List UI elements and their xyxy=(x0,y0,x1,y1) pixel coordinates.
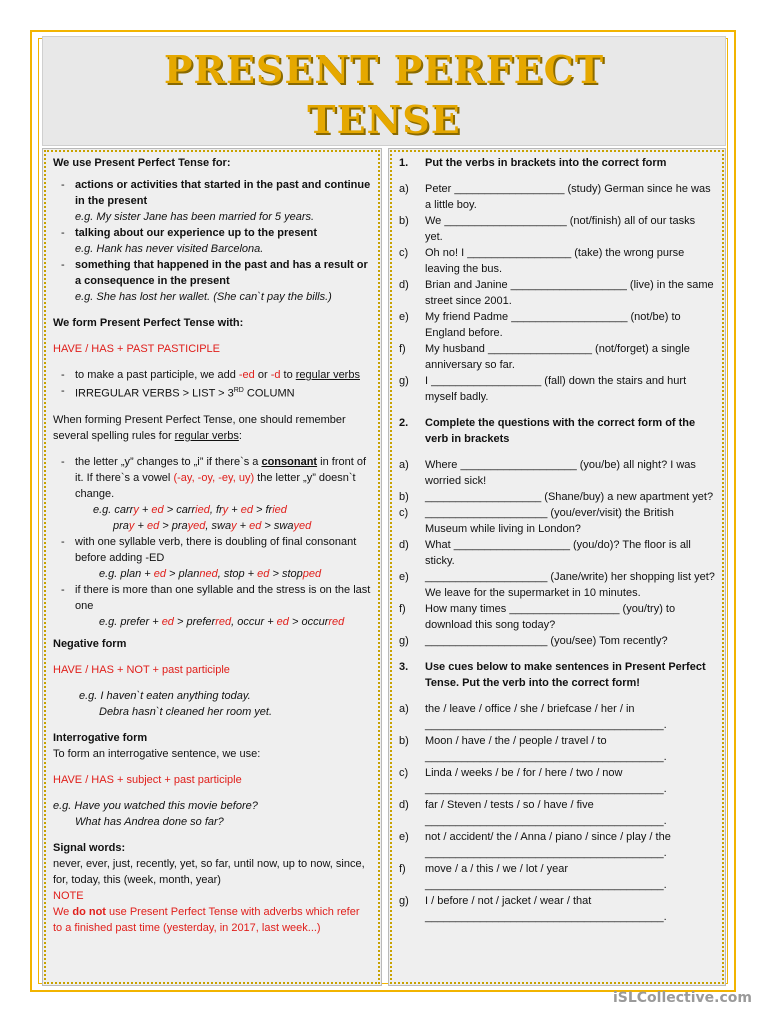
task-title: Put the verbs in brackets into the correct form xyxy=(425,157,667,169)
interrogative-example: What has Andrea done so far? xyxy=(75,815,224,828)
ex-red: ied xyxy=(195,503,210,516)
item-text xyxy=(425,861,715,893)
ex-red: y xyxy=(133,503,139,516)
item-text xyxy=(425,277,715,309)
item-prompt: Where ___________________ (you/be) all night? I was worried sick! xyxy=(425,459,696,487)
exercise-item xyxy=(399,797,715,829)
item-label: f) xyxy=(399,603,406,615)
answer-blank[interactable]: _______________________________________. xyxy=(425,783,667,795)
item-text xyxy=(425,633,715,649)
ex-part: e.g. plan + xyxy=(99,567,154,580)
ex-part: + xyxy=(228,503,241,516)
exercise-item xyxy=(399,861,715,893)
ex-part: + xyxy=(134,519,147,532)
item-text xyxy=(425,537,715,569)
rule-text: the letter „y” doesn`t change. xyxy=(75,471,356,500)
exercise-item xyxy=(399,505,715,537)
item-prompt: Brian and Janine ___________________ (live) in the same street since 2001. xyxy=(425,279,714,307)
item-prompt: What ___________________ (you/do)? The floor is all sticky. xyxy=(425,539,691,567)
exercise-item xyxy=(399,537,715,569)
item-label: a) xyxy=(399,459,409,471)
use-item-example: e.g. She has lost her wallet. (She can`t pay the bills.) xyxy=(75,291,332,303)
exercise-item xyxy=(399,213,715,245)
colon: : xyxy=(238,429,242,442)
ex-part: , fr xyxy=(209,503,223,516)
ex-part: , swa xyxy=(205,519,232,532)
rule-example xyxy=(53,566,371,582)
superscript: RD xyxy=(233,387,244,394)
task-3-items xyxy=(399,701,715,925)
item-text xyxy=(425,505,715,537)
item-prompt: Linda / weeks / be / for / here / two / now xyxy=(425,767,623,779)
item-text xyxy=(425,489,715,505)
item-label: b) xyxy=(399,215,409,227)
use-item-text: talking about our experience up to the present xyxy=(75,227,318,239)
ex-part: e.g. carr xyxy=(93,503,134,516)
title-line-1: PRESENT PERFECT xyxy=(163,47,605,92)
item-label: d) xyxy=(399,279,409,291)
task-number: 2. xyxy=(399,417,409,429)
spelling-rule xyxy=(61,454,371,502)
ex-part: + xyxy=(138,503,152,516)
form-item-text: COLUMN xyxy=(243,387,295,400)
spelling-rules xyxy=(53,454,371,502)
ex-part: > occur xyxy=(288,615,329,628)
spelling-rule: - with one syllable verb, there is doubling of final consonant before adding -ED xyxy=(61,534,371,566)
form-item-text: to make a past participle, we add xyxy=(75,369,239,381)
ex-part: > prefer xyxy=(173,615,216,628)
spelling-rules xyxy=(53,534,371,566)
form-formula: HAVE / HAS + PAST PASTICIPLE xyxy=(53,343,220,355)
exercise-item xyxy=(399,341,715,373)
spelling-rules xyxy=(53,582,371,614)
spelling-rule: - if there is more than one syllable and the stress is on the last one xyxy=(61,582,371,614)
ex-red: ed xyxy=(161,615,174,628)
ex-red: ed xyxy=(146,519,160,532)
ex-red: ed xyxy=(240,503,253,516)
form-item xyxy=(61,383,371,402)
item-text xyxy=(425,797,715,829)
ex-red: ed xyxy=(151,503,164,516)
task-title: Use cues below to make sentences in Present Perfect Tense. Put the verb into the correct form! xyxy=(425,661,706,689)
item-text xyxy=(425,601,715,633)
ex-part: , stop + xyxy=(217,567,258,580)
task-2-items xyxy=(399,457,715,649)
ex-red: y xyxy=(231,519,237,532)
item-prompt: Oh no! I _________________ (take) the wrong purse leaving the bus. xyxy=(425,247,685,275)
note-part: We xyxy=(53,905,73,918)
item-prompt: the / leave / office / she / briefcase / her / in xyxy=(425,703,635,715)
negative-example: Debra hasn`t cleaned her room yet. xyxy=(99,705,273,718)
ex-part: > swa xyxy=(261,519,294,532)
item-prompt: I / before / not / jacket / wear / that xyxy=(425,895,592,907)
exercise-item xyxy=(399,569,715,601)
ex-red: ed xyxy=(249,519,262,532)
item-prompt: Moon / have / the / people / travel / to xyxy=(425,735,607,747)
ex-red: y xyxy=(128,519,135,532)
item-prompt: My friend Padme ___________________ (not/be) to England before. xyxy=(425,311,681,339)
exercise-item xyxy=(399,373,715,405)
item-label: f) xyxy=(399,343,406,355)
item-label: c) xyxy=(399,247,409,259)
exercise-item xyxy=(399,277,715,309)
signal-words: never, ever, just, recently, yet, so far, until now, up to now, since, for, today, this (week, month, year) xyxy=(53,857,365,886)
item-label: a) xyxy=(399,703,409,715)
interrogative-formula: HAVE / HAS + subject + past participle xyxy=(53,773,242,786)
task-1-items xyxy=(399,181,715,405)
note-emphasis: do not xyxy=(72,905,106,918)
suffix-d: -d xyxy=(270,369,281,381)
regular-verbs-text: regular verbs xyxy=(174,429,239,442)
note-part: use Present Perfect Tense with adverbs which refer to a finished past time (yesterday, in 2017, last week...) xyxy=(53,905,360,934)
regular-verbs-text: regular verbs xyxy=(295,369,360,381)
use-item xyxy=(61,225,371,257)
ex-part: > plan xyxy=(166,567,200,580)
exercise-item xyxy=(399,457,715,489)
ex-red: y xyxy=(222,503,229,516)
item-prompt: not / accident/ the / Anna / piano / since / play / the xyxy=(425,831,671,843)
item-text xyxy=(425,893,715,925)
task-number: 3. xyxy=(399,661,409,673)
ex-red: ed xyxy=(257,567,270,580)
item-prompt: My husband _________________ (not/forget) a single anniversary so far. xyxy=(425,343,690,371)
item-label: g) xyxy=(399,635,409,647)
item-text xyxy=(425,733,715,765)
ex-part: > pra xyxy=(159,519,188,532)
interrogative-intro: To form an interrogative sentence, we use: xyxy=(53,747,261,760)
note-text xyxy=(53,904,371,936)
rule-text: in front of it. If there`s a vowel xyxy=(75,455,367,484)
vowel-list: (-ay, -oy, -ey, uy) xyxy=(173,471,255,484)
ex-red: ed xyxy=(153,567,166,580)
item-prompt: move / a / this / we / lot / year xyxy=(425,863,569,875)
use-item-text: actions or activities that started in the past and continue in the present xyxy=(75,179,371,207)
exercise-item xyxy=(399,701,715,733)
title-line-2: TENSE xyxy=(307,97,461,142)
spelling-intro xyxy=(53,412,371,444)
spelling-intro-text: When forming Present Perfect Tense, one should remember several spelling rules for xyxy=(53,413,346,442)
exercise-item xyxy=(399,245,715,277)
ex-part: + xyxy=(236,519,250,532)
ex-red: ned xyxy=(199,567,218,580)
ex-part: pra xyxy=(113,519,129,532)
item-prompt: Peter __________________ (study) German since he was a little boy. xyxy=(425,183,711,211)
item-label: g) xyxy=(399,895,409,907)
item-text xyxy=(425,569,715,601)
item-label: f) xyxy=(399,863,406,875)
interrogative-example: e.g. Have you watched this movie before? xyxy=(53,799,258,812)
answer-blank[interactable]: _______________________________________. xyxy=(425,751,667,763)
item-text xyxy=(425,309,715,341)
exercise-item xyxy=(399,309,715,341)
use-heading: We use Present Perfect Tense for: xyxy=(53,157,231,169)
item-text xyxy=(425,373,715,405)
page-title xyxy=(43,37,725,145)
exercise-item xyxy=(399,733,715,765)
item-label: b) xyxy=(399,491,409,503)
ex-red: red xyxy=(328,615,345,628)
item-label: g) xyxy=(399,375,409,387)
item-prompt: ____________________ (Jane/write) her shopping list yet? We leave for the supermarket in 10 minutes. xyxy=(425,571,715,599)
item-text xyxy=(425,181,715,213)
item-label: e) xyxy=(399,311,409,323)
form-item-text: or xyxy=(254,369,271,381)
rule-example xyxy=(53,614,371,630)
exercise-item xyxy=(399,829,715,861)
exercise-item xyxy=(399,601,715,633)
form-item-text: to xyxy=(280,369,296,381)
interrogative-heading: Interrogative form xyxy=(53,731,148,744)
consonant-text: consonant xyxy=(261,455,318,468)
ex-part: , occur + xyxy=(231,615,277,628)
item-text xyxy=(425,701,715,733)
item-text xyxy=(425,213,715,245)
use-item-example: e.g. My sister Jane has been married for 5 years. xyxy=(75,211,315,223)
negative-heading: Negative form xyxy=(53,637,127,650)
task-number: 1. xyxy=(399,157,409,169)
note-label: NOTE xyxy=(53,889,84,902)
rule-example xyxy=(53,518,371,534)
answer-blank[interactable]: _______________________________________. xyxy=(425,847,667,859)
exercise-item xyxy=(399,893,715,925)
item-label: c) xyxy=(399,767,409,779)
ex-part: > stop xyxy=(269,567,303,580)
item-prompt: How many times __________________ (you/try) to download this song today? xyxy=(425,603,676,631)
task-2-heading xyxy=(399,415,715,447)
title-banner xyxy=(42,36,726,146)
ex-red: ed xyxy=(276,615,289,628)
answer-blank[interactable]: _______________________________________. xyxy=(425,911,667,923)
item-label: a) xyxy=(399,183,409,195)
ex-part: e.g. prefer + xyxy=(99,615,162,628)
ex-red: red xyxy=(215,615,232,628)
ex-red: ped xyxy=(302,567,322,580)
item-label: b) xyxy=(399,735,409,747)
ex-red: ied xyxy=(272,503,287,516)
item-label: d) xyxy=(399,539,409,551)
suffix-ed: -ed xyxy=(238,369,255,381)
item-prompt: ____________________ (you/see) Tom recently? xyxy=(425,635,668,647)
form-heading: We form Present Perfect Tense with: xyxy=(53,317,244,329)
item-text xyxy=(425,341,715,373)
item-prompt: ___________________ (Shane/buy) a new apartment yet? xyxy=(425,491,714,503)
ex-part: > carr xyxy=(163,503,196,516)
exercise-item xyxy=(399,765,715,797)
task-1-heading xyxy=(399,155,715,171)
use-item xyxy=(61,257,371,305)
form-list xyxy=(53,367,371,402)
exercises-panel xyxy=(388,148,726,986)
exercise-item xyxy=(399,489,715,505)
form-item-text: IRREGULAR VERBS > LIST > 3 xyxy=(75,387,234,400)
item-prompt: ____________________ (you/ever/visit) the British Museum while living in London? xyxy=(425,507,674,535)
item-label: e) xyxy=(399,831,409,843)
rule-text: the letter „y” changes to „i” if there`s a xyxy=(75,455,262,468)
exercise-item xyxy=(399,633,715,649)
site-watermark: iSLCollective.com xyxy=(612,990,752,1006)
item-prompt: I __________________ (fall) down the stairs and hurt myself badly. xyxy=(425,375,687,403)
item-prompt: far / Steven / tests / so / have / five xyxy=(425,799,594,811)
form-item xyxy=(61,367,371,383)
item-text xyxy=(425,245,715,277)
item-prompt: We ____________________ (not/finish) all of our tasks yet. xyxy=(425,215,696,243)
item-label: e) xyxy=(399,571,409,583)
task-title: Complete the questions with the correct form of the verb in brackets xyxy=(425,417,696,445)
ex-red: yed xyxy=(187,519,206,532)
grammar-notes-panel xyxy=(42,148,382,986)
answer-blank[interactable]: _______________________________________. xyxy=(425,879,667,891)
item-label: d) xyxy=(399,799,409,811)
ex-red: yed xyxy=(293,519,312,532)
item-text xyxy=(425,765,715,797)
use-list xyxy=(53,177,371,305)
negative-formula: HAVE / HAS + NOT + past participle xyxy=(53,663,230,676)
use-item-example: e.g. Hank has never visited Barcelona. xyxy=(75,243,264,255)
use-item-text: something that happened in the past and has a result or a consequence in the present xyxy=(75,259,368,287)
answer-blank[interactable]: _______________________________________. xyxy=(425,719,667,731)
item-label: c) xyxy=(399,507,409,519)
use-item xyxy=(61,177,371,225)
rule-example xyxy=(53,502,371,518)
item-text xyxy=(425,457,715,489)
negative-example: e.g. I haven`t eaten anything today. xyxy=(79,689,251,702)
exercise-item xyxy=(399,181,715,213)
signal-heading: Signal words: xyxy=(53,841,126,854)
item-text xyxy=(425,829,715,861)
task-3-heading xyxy=(399,659,715,691)
ex-part: > fr xyxy=(252,503,273,516)
answer-blank[interactable]: _______________________________________. xyxy=(425,815,667,827)
